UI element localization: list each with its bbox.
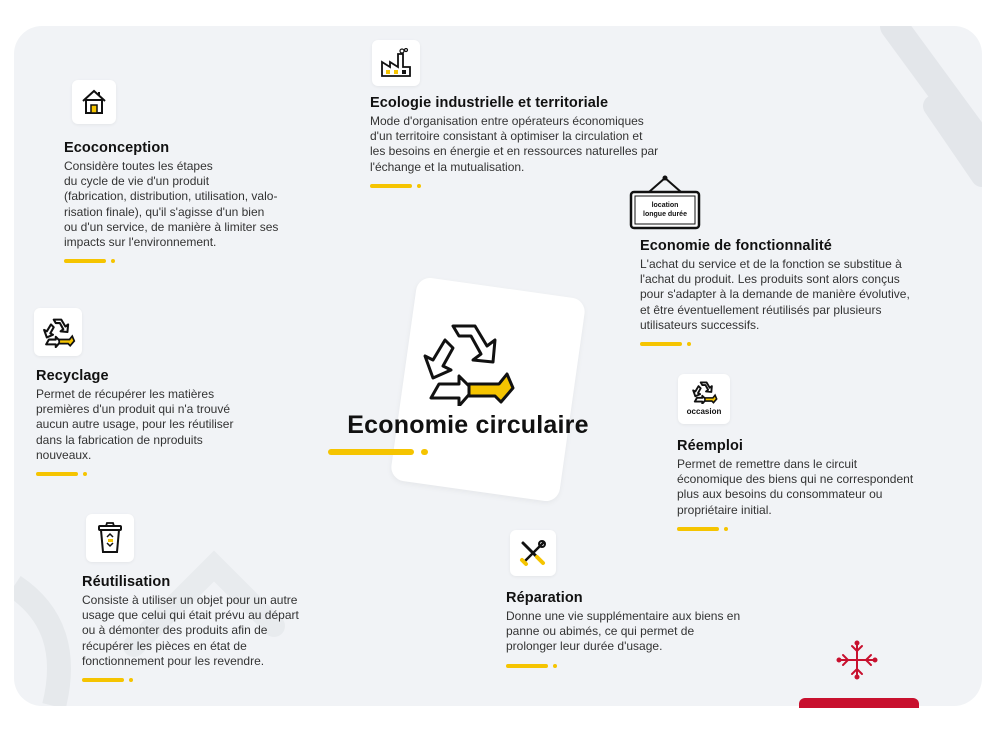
occasion-badge: occasion [686, 407, 722, 416]
ecoconception-title: Ecoconception [64, 140, 170, 156]
reutilisation-block [82, 573, 382, 682]
fonctionnalite-text: L'achat du service et de la fonction se substitue à l'achat du produit. Les produits sont alors conçus pour s'adapter à la demande de manière évolutive, et être éventuellement réutilisés par plusieurs utilisateurs successifs. [640, 257, 910, 332]
recyclage-text: Permet de récupérer les matières premières d'un produit qui n'a trouvé aucun autre usage, pour les réutiliser dans la fabrication de nproduits nouveaux. [36, 387, 234, 462]
reemploi-icon-card [678, 374, 730, 424]
reemploi-title: Réemploi [677, 438, 744, 454]
tools-icon [519, 539, 547, 567]
fonctionnalite-block [640, 237, 980, 346]
reutilisation-underline [82, 678, 382, 682]
reparation-underline [506, 664, 806, 668]
red-action-button[interactable] [799, 698, 919, 708]
ecoconception-underline [64, 259, 354, 263]
reparation-text: Donne une vie supplémentaire aux biens en panne ou abimés, ce qui permet de prolonger leur durée d'usage. [506, 609, 741, 654]
trash-recycle-icon [95, 522, 125, 554]
recyclage-underline [36, 472, 316, 476]
ecoconception-icon-card [72, 80, 116, 124]
recyclage-block [36, 367, 316, 476]
sign-board-icon [629, 174, 701, 230]
reemploi-text: Permet de remettre dans le circuit économique des biens qui ne correspondent plus aux besoins du consommateur ou propriétaire initial. [677, 457, 914, 517]
center-title: Economie circulaire [347, 411, 589, 439]
recyclage-icon-card [34, 308, 82, 356]
recycle-small-icon [40, 316, 76, 348]
reutilisation-icon-card [86, 514, 134, 562]
reutilisation-title: Réutilisation [82, 574, 171, 590]
bottom-strip [0, 707, 1000, 729]
reemploi-block [677, 437, 977, 531]
recycle-icon [413, 318, 518, 406]
reparation-block [506, 589, 806, 668]
recyclage-title: Recyclage [36, 368, 109, 384]
reparation-icon-card [510, 530, 556, 576]
ecologie-icon-card [372, 40, 420, 86]
occitanie-cross-logo [836, 640, 878, 680]
sign-line-1: location [651, 202, 679, 209]
sign-line-2: longue durée [643, 211, 687, 218]
reemploi-underline [677, 527, 977, 531]
ecoconception-text: Considère toutes les étapes du cycle de vie d'un produit (fabrication, distribution, utilisation, valo- risation finale), qu'il s'agisse d'un bien ou d'un service, de manière à limiter ses impacts sur l'environnement. [64, 159, 279, 250]
factory-icon [379, 48, 413, 78]
ecologie-title: Ecologie industrielle et territoriale [370, 95, 609, 111]
fonctionnalite-underline [640, 342, 980, 346]
occasion-recycle-icon [690, 380, 718, 404]
reutilisation-text: Consiste à utiliser un objet pour un autre usage que celui qui était prévu au départ ou à démonter des produits afin de récupérer les pièces en état de fonctionnement pour les revendre. [82, 593, 299, 668]
house-eco-icon [79, 87, 109, 117]
fonctionnalite-title: Economie de fonctionnalité [640, 238, 832, 254]
ecoconception-block [64, 139, 354, 263]
reparation-title: Réparation [506, 590, 583, 606]
ecologie-text: Mode d'organisation entre opérateurs économiques d'un territoire consistant à optimiser la circulation et les besoins en énergie et en ressources naturelles par l'échange et la mutualisation. [370, 114, 659, 174]
center-underline [328, 449, 438, 455]
